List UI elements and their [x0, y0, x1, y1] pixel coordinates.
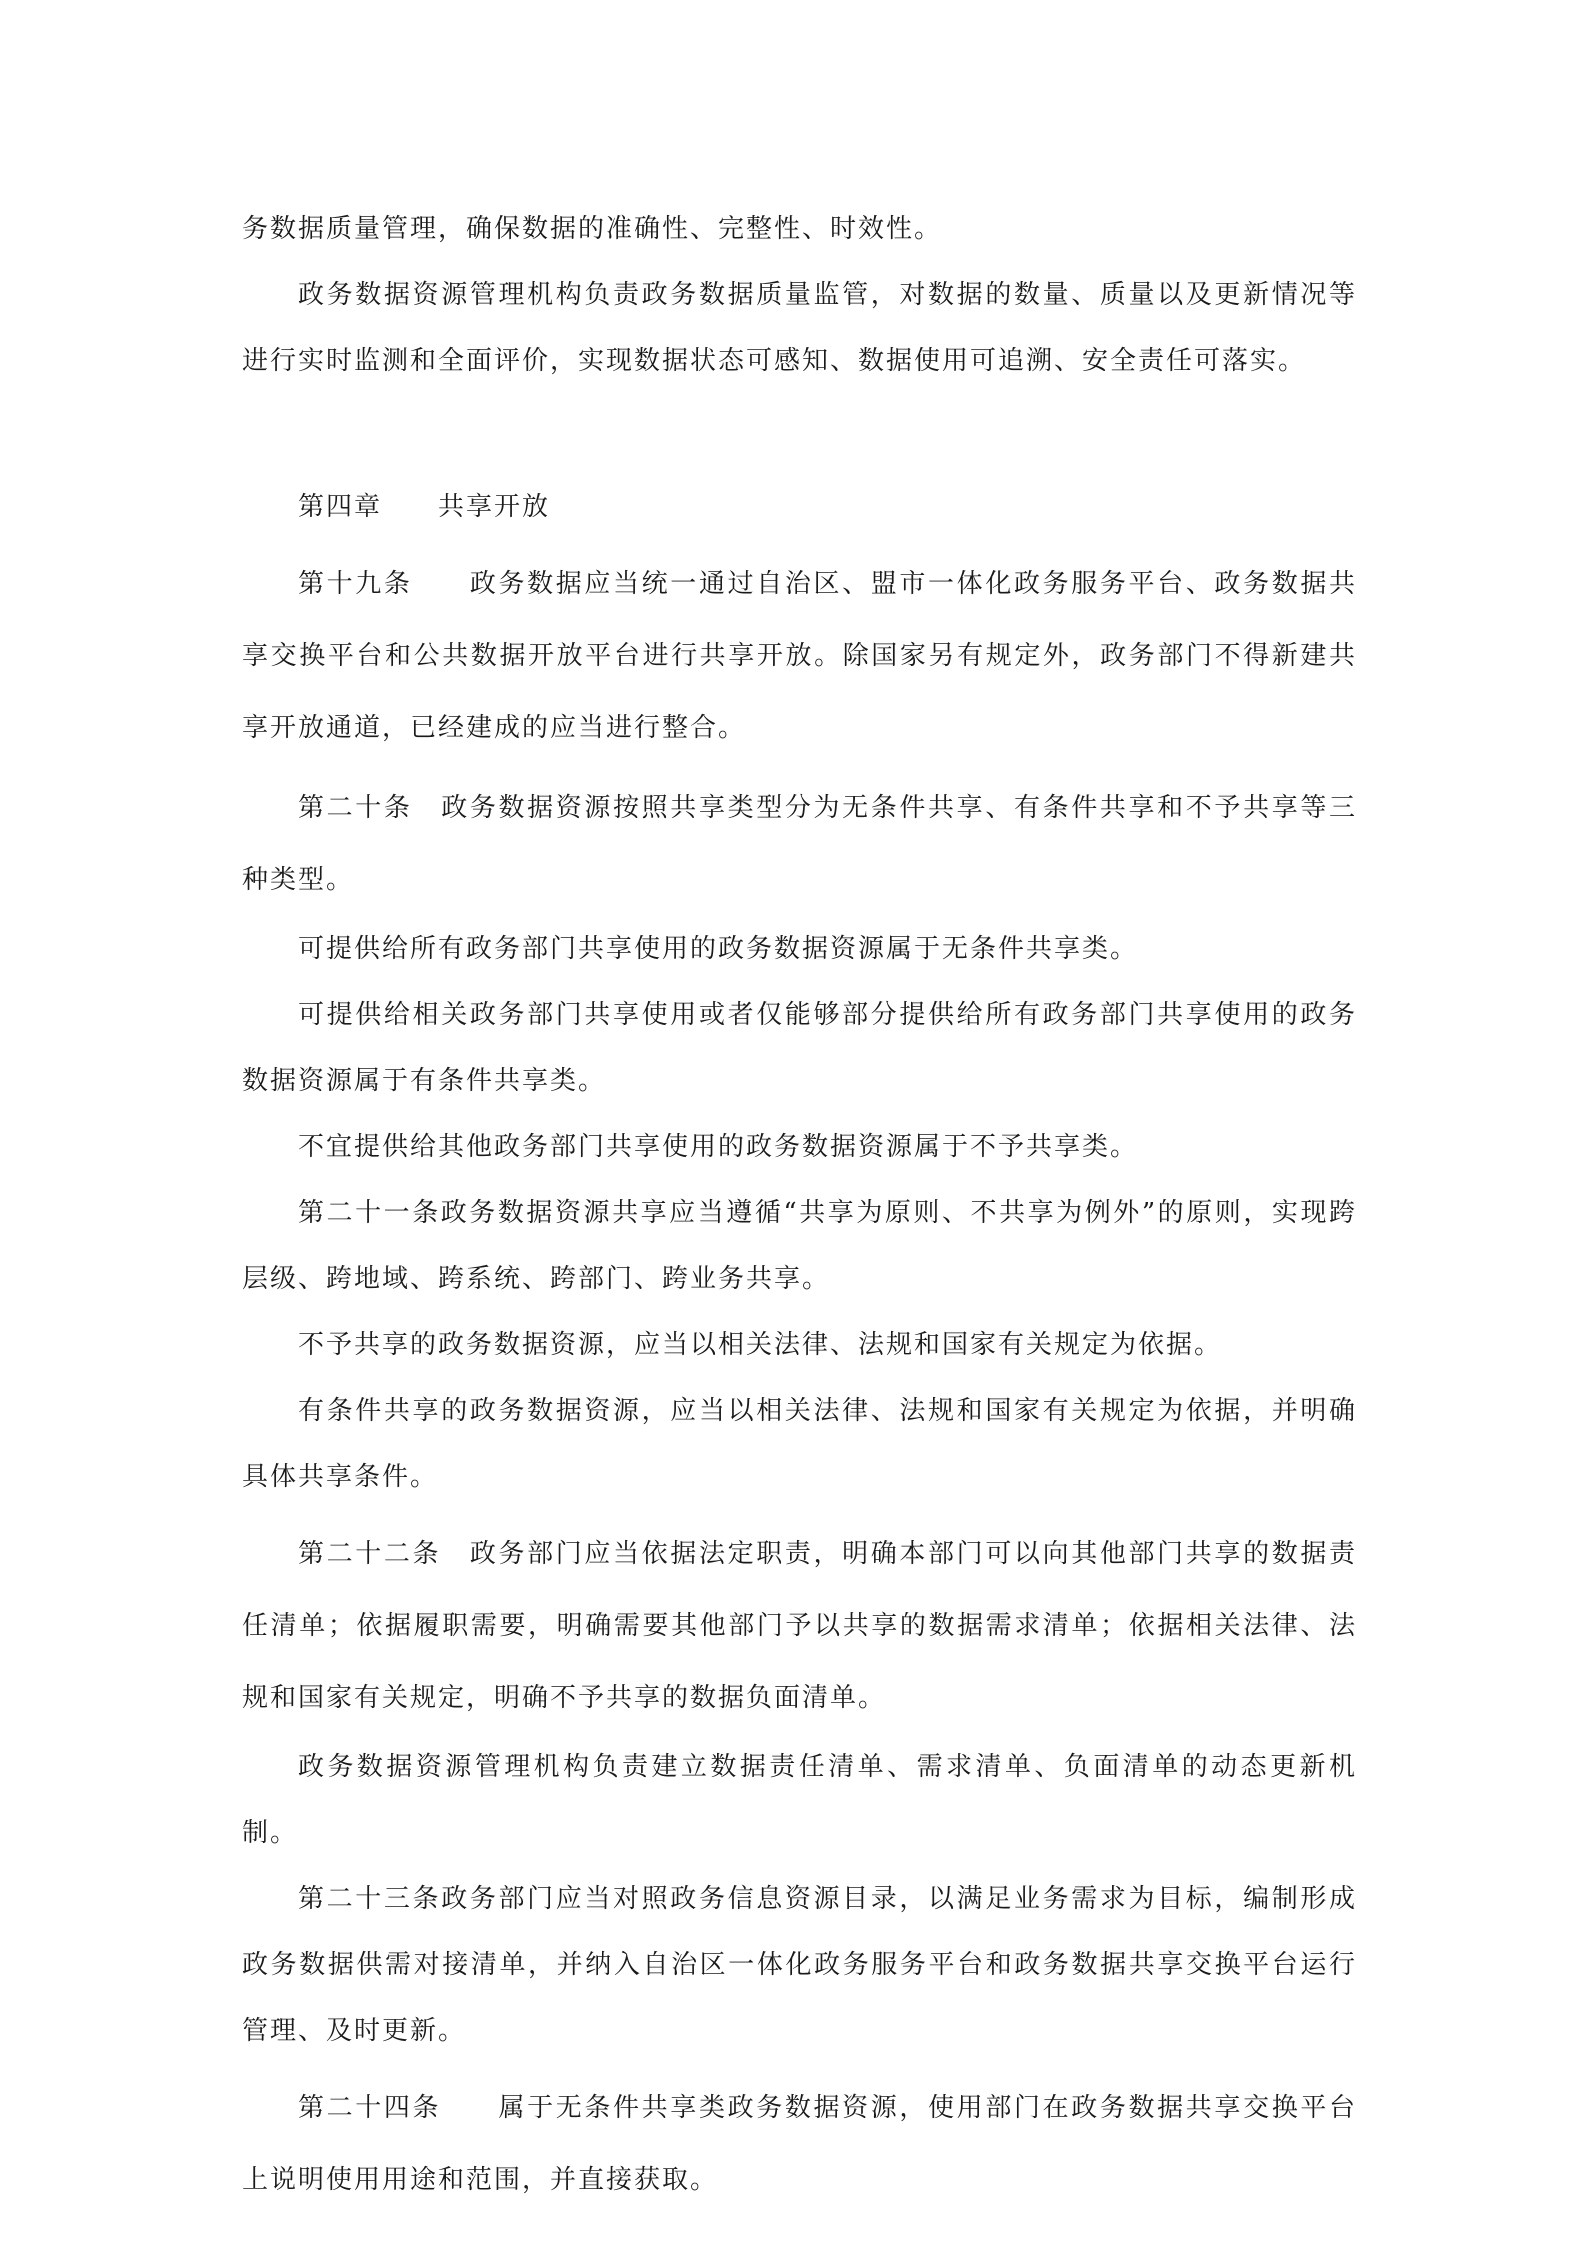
article-21-clause-1: 不予共享的政务数据资源，应当以相关法律、法规和国家有关规定为依据。 — [298, 1330, 1223, 1360]
article-20: 第二十条 政务数据资源按照共享类型分为无条件共享、有条件共享和不予共享等三种类型。 — [242, 793, 1357, 895]
article-20-clause-1: 可提供给所有政务部门共享使用的政务数据资源属于无条件共享类。 — [298, 934, 1139, 964]
article-21-clause-2: 有条件共享的政务数据资源，应当以相关法律、法规和国家有关规定为依据，并明确具体共享条件。 — [242, 1396, 1357, 1492]
article-21: 第二十一条政务数据资源共享应当遵循“共享为原则、不共享为例外”的原则，实现跨层级、跨地域、跨系统、跨部门、跨业务共享。 — [242, 1198, 1357, 1294]
document-body — [242, 196, 1357, 2216]
article-24: 第二十四条 属于无条件共享类政务数据资源，使用部门在政务数据共享交换平台上说明使用用途和范围，并直接获取。 — [242, 2093, 1357, 2195]
article-23: 第二十三条政务部门应当对照政务信息资源目录，以满足业务需求为目标，编制形成政务数据供需对接清单，并纳入自治区一体化政务服务平台和政务数据共享交换平台运行管理、及时更新。 — [242, 1884, 1357, 2046]
article-19: 第十九条 政务数据应当统一通过自治区、盟市一体化政务服务平台、政务数据共享交换平台和公共数据开放平台进行共享开放。除国家另有规定外，政务部门不得新建共享开放通道，已经建成的应当进行整合。 — [242, 569, 1357, 743]
paragraph-continuation: 务数据质量管理，确保数据的准确性、完整性、时效性。 — [242, 214, 943, 244]
article-22: 第二十二条 政务部门应当依据法定职责，明确本部门可以向其他部门共享的数据责任清单；依据履职需要，明确需要其他部门予以共享的数据需求清单；依据相关法律、法规和国家有关规定，明确不予共享的数据负面清单。 — [242, 1539, 1357, 1713]
chapter-heading: 第四章 共享开放 — [298, 492, 551, 522]
article-22-clause-1: 政务数据资源管理机构负责建立数据责任清单、需求清单、负面清单的动态更新机制。 — [242, 1752, 1357, 1848]
article-20-clause-3: 不宜提供给其他政务部门共享使用的政务数据资源属于不予共享类。 — [298, 1132, 1139, 1162]
article-20-clause-2: 可提供给相关政务部门共享使用或者仅能够部分提供给所有政务部门共享使用的政务数据资源属于有条件共享类。 — [242, 1000, 1357, 1096]
paragraph-quality-supervision: 政务数据资源管理机构负责政务数据质量监管，对数据的数量、质量以及更新情况等进行实时监测和全面评价，实现数据状态可感知、数据使用可追溯、安全责任可落实。 — [242, 280, 1357, 376]
